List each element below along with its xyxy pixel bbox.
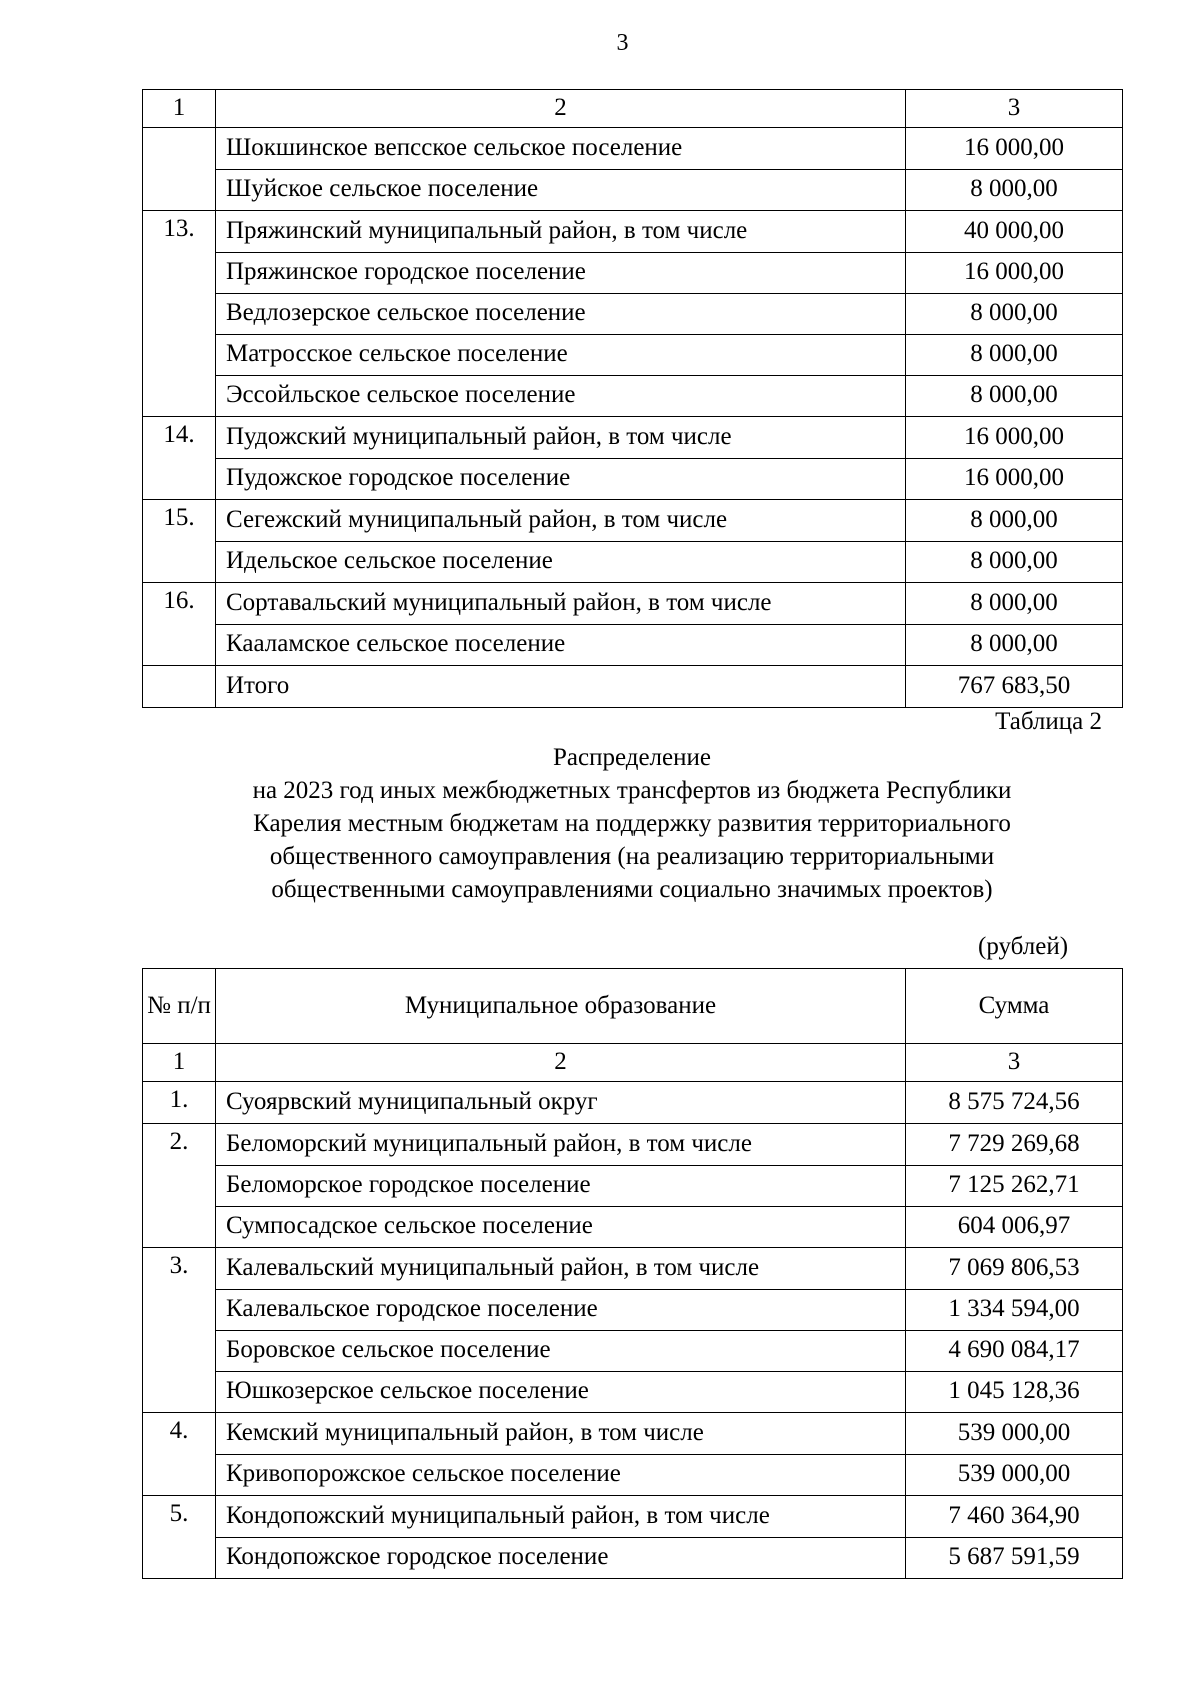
table-row (143, 211, 1123, 253)
table-row (143, 583, 1123, 625)
row-name: Пряжинский муниципальный район, в том числе (216, 211, 906, 253)
table-row (143, 500, 1123, 542)
table2-label: Таблица 2 (995, 708, 1102, 735)
row-amount: 8 000,00 (906, 375, 1123, 417)
row-amount: 16 000,00 (906, 458, 1123, 500)
table-row (143, 1537, 1123, 1579)
table-row (143, 252, 1123, 293)
row-name: Итого (216, 666, 906, 708)
table-row (143, 1082, 1123, 1124)
row-name: Ведлозерское сельское поселение (216, 293, 906, 334)
row-name: Сортавальский муниципальный район, в том числе (216, 583, 906, 625)
table-row (143, 1165, 1123, 1206)
row-number (143, 1371, 216, 1413)
row-number (143, 1330, 216, 1371)
row-number: 15. (143, 500, 216, 542)
row-amount: 5 687 591,59 (906, 1537, 1123, 1579)
row-number (143, 169, 216, 211)
table2-column-numbers (143, 1044, 1123, 1082)
row-amount: 40 000,00 (906, 211, 1123, 253)
row-name: Суоярвский муниципальный округ (216, 1082, 906, 1124)
row-number (143, 1206, 216, 1248)
row-amount: 8 000,00 (906, 541, 1123, 583)
row-name: Боровское сельское поселение (216, 1330, 906, 1371)
row-amount: 7 729 269,68 (906, 1124, 1123, 1166)
table-row (143, 624, 1123, 666)
row-amount: 8 000,00 (906, 583, 1123, 625)
table2 (142, 968, 1123, 1579)
table-row (143, 458, 1123, 500)
page-number: 3 (616, 30, 629, 56)
table-row (143, 417, 1123, 459)
row-name: Шокшинское вепсское сельское поселение (216, 128, 906, 170)
row-amount: 8 000,00 (906, 169, 1123, 211)
table-row (143, 1454, 1123, 1496)
row-number: 13. (143, 211, 216, 253)
row-amount: 7 460 364,90 (906, 1496, 1123, 1538)
row-name: Кондопожский муниципальный район, в том числе (216, 1496, 906, 1538)
row-amount: 8 000,00 (906, 500, 1123, 542)
row-amount: 7 069 806,53 (906, 1248, 1123, 1290)
row-amount: 604 006,97 (906, 1206, 1123, 1248)
table-row (143, 1124, 1123, 1166)
row-name: Кемский муниципальный район, в том числе (216, 1413, 906, 1455)
table-row (143, 541, 1123, 583)
heading-line: Распределение (553, 744, 711, 771)
table2-header-row (143, 969, 1123, 1044)
row-amount: 1 334 594,00 (906, 1289, 1123, 1330)
row-number (143, 334, 216, 375)
row-name: Шуйское сельское поселение (216, 169, 906, 211)
table-row (143, 1248, 1123, 1290)
table1-column-numbers (143, 90, 1123, 128)
table1 (142, 89, 1123, 708)
heading-line: Карелия местным бюджетам на поддержку развития территориального (253, 810, 1011, 837)
table2-heading (142, 741, 1122, 906)
row-number: 16. (143, 583, 216, 625)
row-amount: 539 000,00 (906, 1454, 1123, 1496)
table-row (143, 1496, 1123, 1538)
table-row (143, 1330, 1123, 1371)
heading-line: общественными самоуправлениями социально значимых проектов) (271, 876, 993, 903)
header-num: № п/п (143, 969, 216, 1044)
row-number (143, 1165, 216, 1206)
table-row (143, 1206, 1123, 1248)
row-name: Юшкозерское сельское поселение (216, 1371, 906, 1413)
row-number: 3. (143, 1248, 216, 1290)
row-amount: 16 000,00 (906, 128, 1123, 170)
col-number-2: 2 (216, 1044, 906, 1082)
row-amount: 7 125 262,71 (906, 1165, 1123, 1206)
row-number (143, 1289, 216, 1330)
table2-body (143, 1082, 1123, 1579)
row-name: Беломорский муниципальный район, в том числе (216, 1124, 906, 1166)
row-number (143, 375, 216, 417)
row-number (143, 666, 216, 708)
header-name: Муниципальное образование (216, 969, 906, 1044)
table-row (143, 128, 1123, 170)
table1-body (143, 128, 1123, 708)
row-amount: 16 000,00 (906, 252, 1123, 293)
row-number (143, 252, 216, 293)
row-number: 4. (143, 1413, 216, 1455)
col-number-3: 3 (906, 90, 1123, 128)
col-number-1: 1 (143, 90, 216, 128)
row-amount: 16 000,00 (906, 417, 1123, 459)
row-amount: 8 575 724,56 (906, 1082, 1123, 1124)
row-name: Пудожское городское поселение (216, 458, 906, 500)
row-amount: 8 000,00 (906, 334, 1123, 375)
table-row (143, 169, 1123, 211)
row-name: Беломорское городское поселение (216, 1165, 906, 1206)
units-label: (рублей) (978, 933, 1069, 960)
row-name: Кривопорожское сельское поселение (216, 1454, 906, 1496)
row-name: Калевальское городское поселение (216, 1289, 906, 1330)
table-row (143, 334, 1123, 375)
row-amount: 1 045 128,36 (906, 1371, 1123, 1413)
row-amount: 8 000,00 (906, 293, 1123, 334)
row-number (143, 293, 216, 334)
row-name: Кондопожское городское поселение (216, 1537, 906, 1579)
row-name: Эссойльское сельское поселение (216, 375, 906, 417)
row-number (143, 624, 216, 666)
col-number-1: 1 (143, 1044, 216, 1082)
row-number (143, 458, 216, 500)
row-amount: 8 000,00 (906, 624, 1123, 666)
row-name: Пряжинское городское поселение (216, 252, 906, 293)
row-name: Матросское сельское поселение (216, 334, 906, 375)
table-row (143, 666, 1123, 708)
col-number-3: 3 (906, 1044, 1123, 1082)
table-row (143, 375, 1123, 417)
row-name: Калевальский муниципальный район, в том числе (216, 1248, 906, 1290)
row-amount: 539 000,00 (906, 1413, 1123, 1455)
heading-line: на 2023 год иных межбюджетных трансфертов из бюджета Республики (252, 777, 1012, 804)
row-number: 5. (143, 1496, 216, 1538)
row-number (143, 128, 216, 170)
row-number: 14. (143, 417, 216, 459)
table-row (143, 1413, 1123, 1455)
row-number (143, 1454, 216, 1496)
row-name: Кааламское сельское поселение (216, 624, 906, 666)
row-name: Идельское сельское поселение (216, 541, 906, 583)
col-number-2: 2 (216, 90, 906, 128)
row-amount: 4 690 084,17 (906, 1330, 1123, 1371)
table-row (143, 293, 1123, 334)
table-row (143, 1371, 1123, 1413)
row-number: 2. (143, 1124, 216, 1166)
table-row (143, 1289, 1123, 1330)
header-amount: Сумма (906, 969, 1123, 1044)
row-amount: 767 683,50 (906, 666, 1123, 708)
row-name: Пудожский муниципальный район, в том числе (216, 417, 906, 459)
row-name: Сумпосадское сельское поселение (216, 1206, 906, 1248)
row-number (143, 541, 216, 583)
row-name: Сегежский муниципальный район, в том числе (216, 500, 906, 542)
row-number (143, 1537, 216, 1579)
heading-line: общественного самоуправления (на реализацию территориальными (269, 843, 995, 870)
row-number: 1. (143, 1082, 216, 1124)
